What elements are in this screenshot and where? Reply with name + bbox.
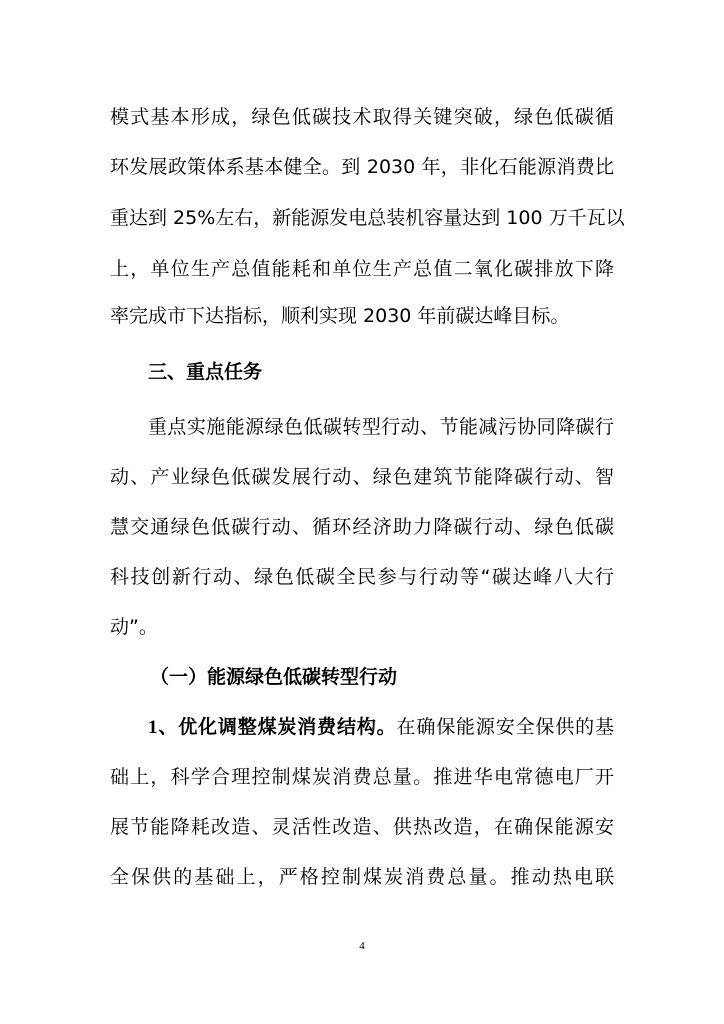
subsection-heading: （一）能源绿色低碳转型行动	[150, 666, 398, 688]
paragraph-line: 重达到 25%左右，新能源发电总装机容量达到 100 万千瓦以	[110, 207, 625, 229]
paragraph-line: 础上，科学合理控制煤炭消费总量。推进华电常德电厂开	[110, 766, 614, 788]
paragraph-line: 上，单位生产总值能耗和单位生产总值二氧化碳排放下降	[110, 258, 614, 280]
paragraph-line: 展节能降耗改造、灵活性改造、供热改造，在确保能源安	[110, 816, 614, 838]
paragraph-line: 模式基本形成，绿色低碳技术取得关键突破，绿色低碳循	[110, 106, 614, 128]
item-title: 优化调整煤炭消费结构。	[178, 716, 397, 738]
section-heading: 三、重点任务	[148, 361, 263, 383]
paragraph-line: 科技创新行动、绿色低碳全民参与行动等“碳达峰八大行	[110, 566, 614, 588]
paragraph-line: 动、产业绿色低碳发展行动、绿色建筑节能降碳行动、智	[110, 466, 614, 488]
paragraph-line: 环发展政策体系基本健全。到 2030 年，非化石能源消费比	[110, 156, 614, 178]
page-number: 4	[359, 940, 365, 952]
item-number: 1、	[148, 717, 179, 738]
paragraph-line: 慧交通绿色低碳行动、循环经济助力降碳行动、绿色低碳	[110, 516, 614, 538]
paragraph-line: 率完成市下达指标，顺利实现 2030 年前碳达峰目标。	[110, 305, 570, 327]
item-first-line-rest: 在确保能源安全保供的基	[396, 716, 614, 738]
paragraph-line: 动”。	[110, 616, 158, 638]
paragraph-line: 全保供的基础上，严格控制煤炭消费总量。推动热电联	[110, 866, 614, 888]
paragraph-line: 重点实施能源绿色低碳转型行动、节能减污协同降碳行	[148, 416, 614, 438]
item-first-line	[148, 710, 614, 744]
